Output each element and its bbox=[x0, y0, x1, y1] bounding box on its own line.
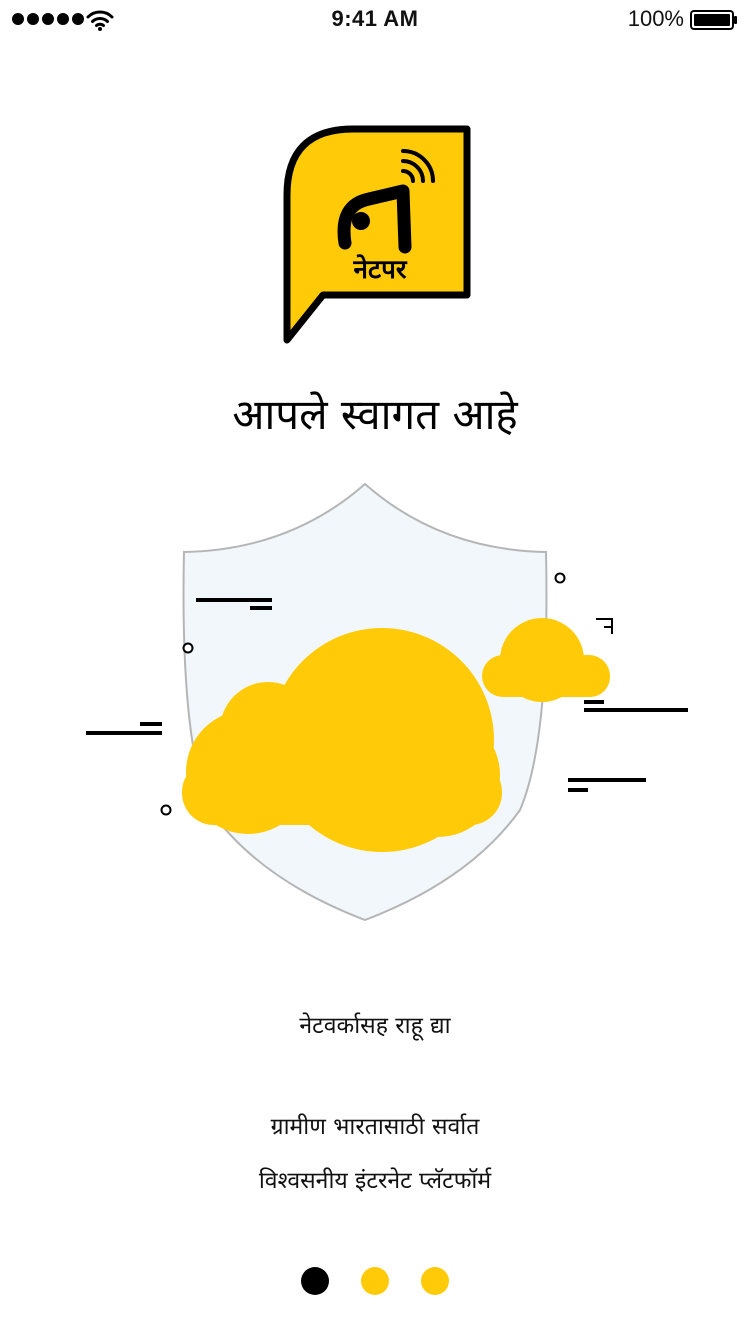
tagline: नेटवर्कासह राहू द्या bbox=[299, 1013, 451, 1039]
shield-cloud-illustration bbox=[80, 480, 700, 930]
battery-icon bbox=[690, 10, 738, 30]
status-time: 9:41 AM bbox=[331, 6, 419, 31]
page-dot-2[interactable] bbox=[361, 1267, 389, 1295]
description bbox=[0, 1100, 750, 1208]
page-dot-3[interactable] bbox=[421, 1267, 449, 1295]
description-line-1: ग्रामीण भारतासाठी सर्वात bbox=[270, 1114, 480, 1140]
description-line-2: विश्वसनीय इंटरनेट प्लॅटफॉर्म bbox=[258, 1168, 492, 1194]
status-bar bbox=[0, 0, 750, 40]
netpar-logo-icon bbox=[283, 125, 473, 345]
battery-percentage: 100% bbox=[627, 6, 684, 31]
logo-text: नेटपर bbox=[353, 255, 407, 285]
page-dot-1[interactable] bbox=[301, 1267, 329, 1295]
page-indicator bbox=[0, 1267, 750, 1295]
welcome-title: आपले स्वागत आहे bbox=[232, 390, 518, 439]
